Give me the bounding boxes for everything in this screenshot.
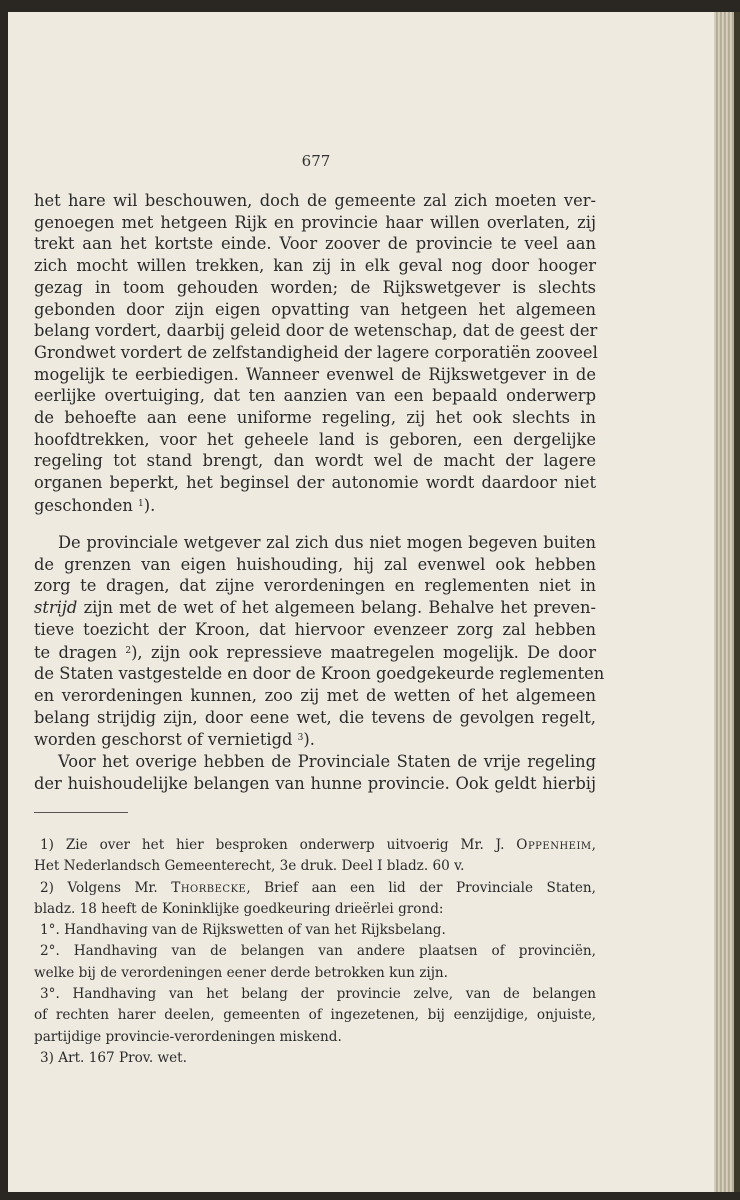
text-line: de Staten vastgestelde en door de Kroon goedgekeurde reglementen	[34, 664, 605, 684]
paragraph-2	[34, 532, 605, 794]
text-fragment: 1) Zie over het hier besproken onderwerp uitvoerig Mr. J.	[40, 837, 505, 853]
text-fragment: te dragen	[34, 642, 117, 662]
text-fragment: geschonden	[34, 495, 133, 515]
paragraph-1	[34, 190, 596, 517]
text-line: het hare wil beschouwen, doch de gemeente zal zich moeten ver-	[34, 191, 596, 210]
text-fragment: , Brief aan een lid der Provinciale Staten,	[246, 879, 597, 896]
page-edge	[714, 12, 734, 1192]
text-line: zich mocht willen trekken, kan zij in elk geval nog door hooger	[34, 256, 596, 276]
footnote-line: 2°. Handhaving van de belangen van andere plaatsen of provinciën,	[40, 943, 596, 960]
text-line: hoofdtrekken, voor het geheele land is geboren, een dergelijke	[34, 429, 596, 449]
text-line: eerlijke overtuiging, dat ten aanzien van een bepaald onderwerp	[34, 386, 596, 406]
text-line	[34, 641, 596, 664]
text-line: genoegen met hetgeen Rijk en provincie haar willen overlaten, zij	[34, 212, 596, 232]
text-line: gebonden door zijn eigen opvatting van hetgeen het algemeen	[34, 299, 596, 319]
text-fragment: ).	[303, 730, 315, 750]
text-line: Grondwet vordert de zelfstandigheid der lagere corporatiën zooveel	[34, 342, 598, 362]
text-line: zorg te dragen, dat zijne verordeningen en reglementen niet in	[34, 576, 596, 596]
footnote-2	[34, 878, 596, 899]
book-spine-shadow	[734, 12, 740, 1192]
footnote-line: welke bij de verordeningen eener derde betrokken kun zijn.	[34, 964, 448, 981]
footnote-line: of rechten harer deelen, gemeenten of ingezetenen, bij eenzijdige, onjuiste,	[34, 1007, 596, 1024]
text-line	[34, 728, 596, 751]
author-name: Thorbecke	[171, 879, 247, 896]
text-fragment: ).	[143, 495, 156, 515]
footnote-line: Het Nederlandsch Gemeenterecht, 3e druk. Deel I bladz. 60 v.	[34, 858, 465, 875]
page-number: 677	[301, 152, 331, 170]
text-line: en verordeningen kunnen, zoo zij met de wetten of het algemeen	[34, 685, 596, 705]
book-page	[8, 12, 714, 1192]
text-line: organen beperkt, het beginsel der autonomie wordt daardoor niet	[34, 473, 596, 493]
text-line: de grenzen van eigen huishouding, hij zal evenwel ook hebben	[34, 554, 596, 574]
text-line: der huishoudelijke belangen van hunne provincie. Ook geldt hierbij	[34, 773, 596, 793]
text-line: De provinciale wetgever zal zich dus niet mogen begeven buiten	[58, 533, 596, 552]
footnote-1	[34, 835, 596, 856]
text-fragment: ,	[591, 837, 596, 853]
text-line: belang vordert, daarbij geleid door de wetenschap, dat de geest der	[34, 321, 598, 341]
author-name: Oppenheim	[516, 837, 592, 853]
text-line: de behoefte aan eene uniforme regeling, zij het ook slechts in	[34, 408, 596, 428]
italic-word: strijd	[34, 598, 78, 618]
text-line	[34, 597, 596, 619]
footnote-ref-3: 3	[297, 733, 304, 744]
text-line: gezag in toom gehouden worden; de Rijkswetgever is slechts	[34, 277, 596, 297]
footnote-divider	[34, 812, 128, 813]
footnotes	[34, 835, 596, 1069]
text-line: tieve toezicht der Kroon, dat hiervoor evenzeer zorg zal hebben	[34, 619, 596, 639]
footnote-ref-2: 2	[125, 645, 132, 656]
footnote-ref-1: 1	[138, 498, 144, 509]
text-line	[34, 494, 596, 517]
footnote-line: bladz. 18 heeft de Koninklijke goedkeuring drieërlei grond:	[34, 900, 444, 917]
text-line: Voor het overige hebben de Provinciale Staten de vrije regeling	[58, 752, 596, 772]
text-fragment: 2) Volgens Mr.	[40, 879, 158, 896]
text-fragment: ), zijn ook repressieve maatregelen mogelijk. De door	[131, 642, 596, 662]
text-line: belang strijdig zijn, door eene wet, die tevens de gevolgen regelt,	[34, 707, 596, 727]
footnote-3: 3) Art. 167 Prov. wet.	[40, 1049, 187, 1066]
text-fragment: worden geschorst of vernietigd	[34, 730, 293, 750]
text-fragment: zijn met de wet of het algemeen belang. Behalve het preven-	[83, 598, 596, 618]
text-line: regeling tot stand brengt, dan wordt wel de macht der lagere	[34, 451, 596, 471]
text-line: trekt aan het kortste einde. Voor zoover de provincie te veel aan	[34, 234, 596, 254]
footnote-line: partijdige provincie-verordeningen miskend.	[34, 1028, 342, 1045]
footnote-line: 1°. Handhaving van de Rijkswetten of van het Rijksbelang.	[40, 922, 446, 939]
footnote-line: 3°. Handhaving van het belang der provincie zelve, van de belangen	[40, 986, 596, 1003]
text-line: mogelijk te eerbiedigen. Wanneer evenwel de Rijkswetgever in de	[34, 364, 596, 384]
